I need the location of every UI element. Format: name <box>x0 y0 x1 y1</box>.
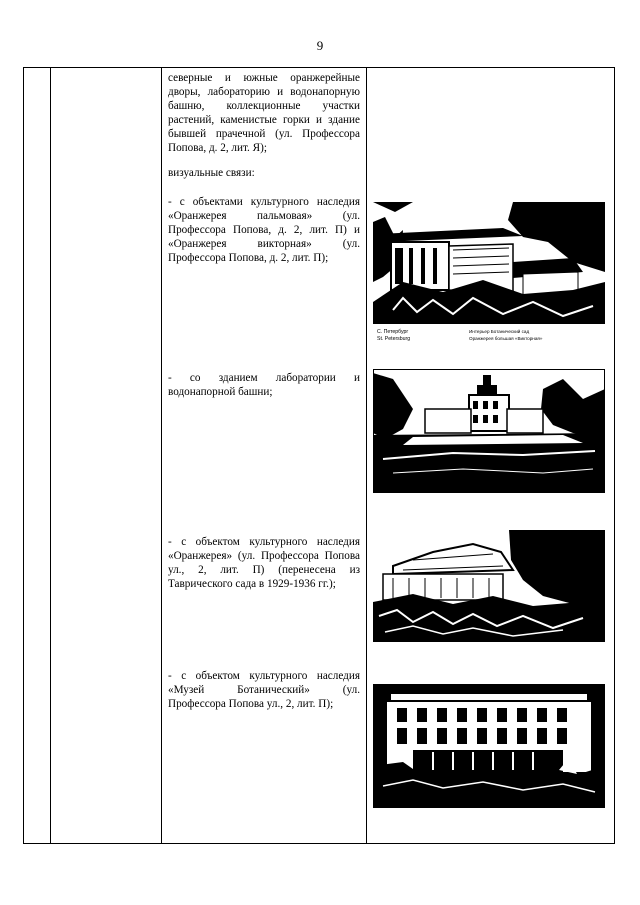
document-table <box>23 67 615 844</box>
visual-link-item-laboratory: - со зданием лаборатории и водонапорной башни; <box>168 372 360 398</box>
visual-link-item-museum: - с объектом культурного наследия «Музей Ботанический» (ул. Профессора Попова ул., 2, лит. П); <box>168 670 360 710</box>
intro-paragraph: северные и южные оранжерейные дворы, лабораторию и водонапорную башню, коллекционные участки растений, каменистые горки и здание бывшей прачечной (ул. Профессора Попова, д. 2, лит. Я); <box>168 72 360 154</box>
visual-link-item-greenhouse: - с объектом культурного наследия «Оранжерея» (ул. Профессора Попова ул., 2, лит. П) (перенесена из Таврического сада в 1929-1936 гг.); <box>168 536 360 590</box>
page-number: 9 <box>316 38 324 53</box>
svg-text:Оранжерея большая «Викторная»: Оранжерея большая «Викторная» <box>469 336 543 341</box>
photo-caption-left: С. Петербург <box>377 329 409 335</box>
description-column-cell <box>162 68 367 844</box>
photo-laboratory-water-tower <box>373 369 605 493</box>
photo-caption-right: Интерьер Ботанический сад <box>469 329 530 334</box>
photo-botanical-museum <box>373 666 605 808</box>
svg-text:St. Petersburg: St. Petersburg <box>377 336 411 342</box>
photo-greenhouse <box>373 530 605 642</box>
photo-column-cell <box>367 68 615 844</box>
visual-link-item-palm-greenhouse: - с объектами культурного наследия «Оранжерея пальмовая» (ул. Профессора Попова, д. 2, лит. П) и «Оранжерея викторная» (ул. Профессора Попова, д. 2, лит. П); <box>168 196 360 264</box>
name-column-cell <box>51 68 162 844</box>
visual-links-heading: визуальные связи: <box>168 167 255 179</box>
number-column-cell <box>24 68 51 844</box>
photo-palm-greenhouse <box>373 202 605 344</box>
